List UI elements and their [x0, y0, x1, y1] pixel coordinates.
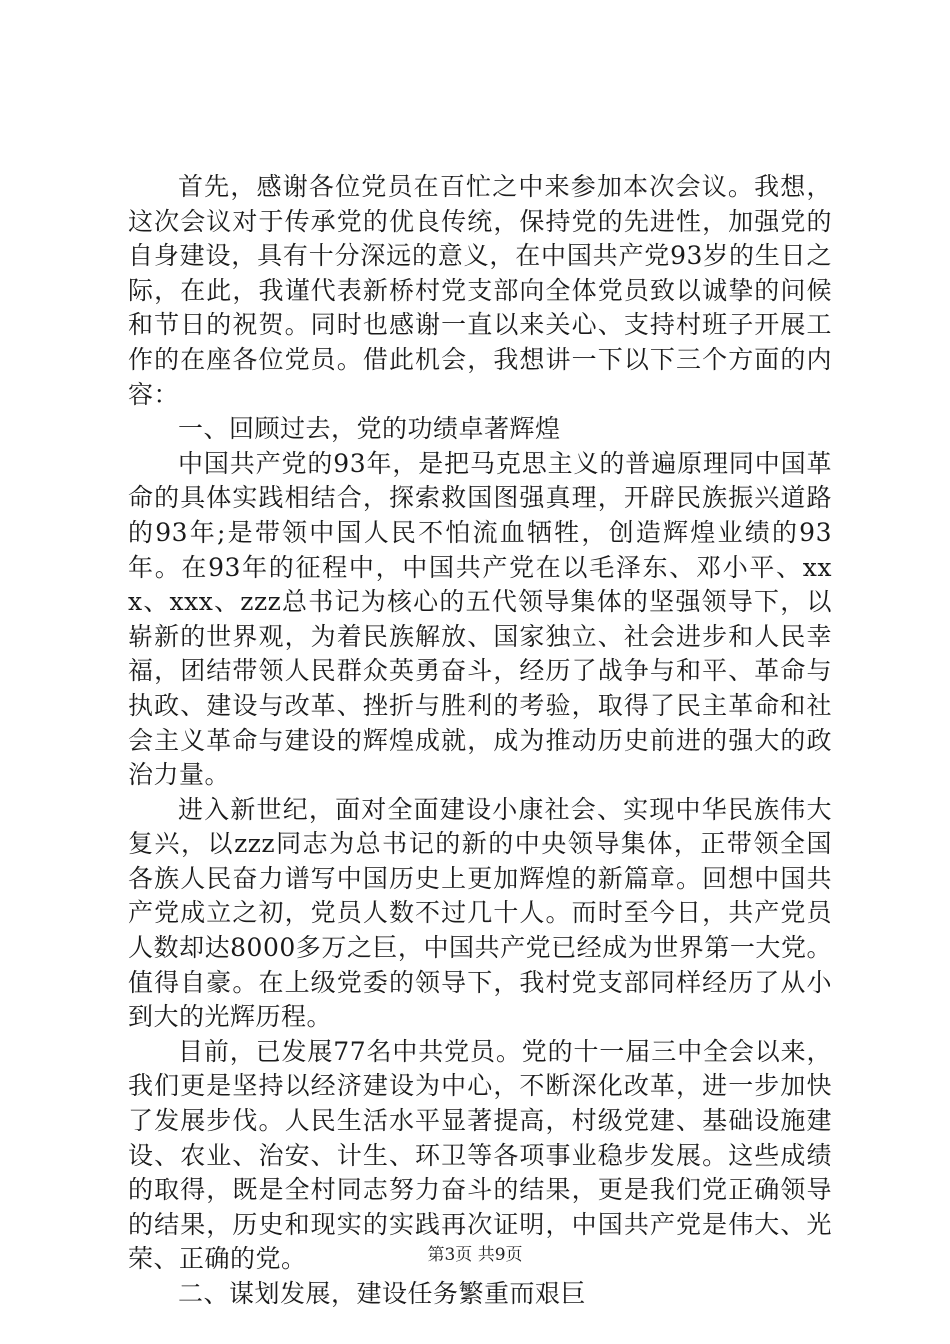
paragraph-new-century: 进入新世纪，面对全面建设小康社会、实现中华民族伟大复兴，以zzz同志为总书记的新的中央领导集体，正带领全国各族人民奋力谱写中国历史上更加辉煌的新篇章。回想中国共产党成立之初，党员人数不过几十人。而时至今日，共产党员人数却达8000多万之巨，中国共产党已经成为世界第一大党。值得自豪。在上级党委的领导下，我村党支部同样经历了从小到大的光辉历程。: [128, 794, 832, 1032]
page-number-footer: 第3页 共9页: [427, 1245, 523, 1265]
paragraph-current: 目前，已发展77名中共党员。党的十一届三中全会以来，我们更是坚持以经济建设为中心，不断深化改革，进一步加快了发展步伐。人民生活水平显著提高，村级党建、基础设施建设、农业、治安、计生、环卫等各项事业稳步发展。这些成绩的取得，既是全村同志努力奋斗的结果，更是我们党正确领导的结果，历史和现实的实践再次证明，中国共产党是伟大、光荣、正确的党。: [128, 1036, 832, 1274]
section-heading-2: 二、谋划发展，建设任务繁重而艰巨: [178, 1279, 587, 1308]
section-heading-1: 一、回顾过去，党的功绩卓著辉煌: [178, 414, 561, 444]
document-body: [128, 170, 832, 1312]
paragraph-history: 中国共产党的93年，是把马克思主义的普遍原理同中国革命的具体实践相结合，探索救国图强真理，开辟民族振兴道路的93年;是带领中国人民不怕流血牺牲，创造辉煌业绩的93年。在93年的征程中，中国共产党在以毛泽东、邓小平、xxx、xxx、zzz总书记为核心的五代领导集体的坚强领导下，以崭新的世界观，为着民族解放、国家独立、社会进步和人民幸福，团结带领人民群众英勇奋斗，经历了战争与和平、革命与执政、建设与改革、挫折与胜利的考验，取得了民主革命和社会主义革命与建设的辉煌成就，成为推动历史前进的强大的政治力量。: [128, 448, 832, 790]
paragraph-opening: 首先，感谢各位党员在百忙之中来参加本次会议。我想，这次会议对于传承党的优良传统，保持党的先进性，加强党的自身建设，具有十分深远的意义，在中国共产党93岁的生日之际，在此，我谨代表新桥村党支部向全体党员致以诚挚的问候和节日的祝贺。同时也感谢一直以来关心、支持村班子开展工作的在座各位党员。借此机会，我想讲一下以下三个方面的内容：: [128, 172, 832, 409]
